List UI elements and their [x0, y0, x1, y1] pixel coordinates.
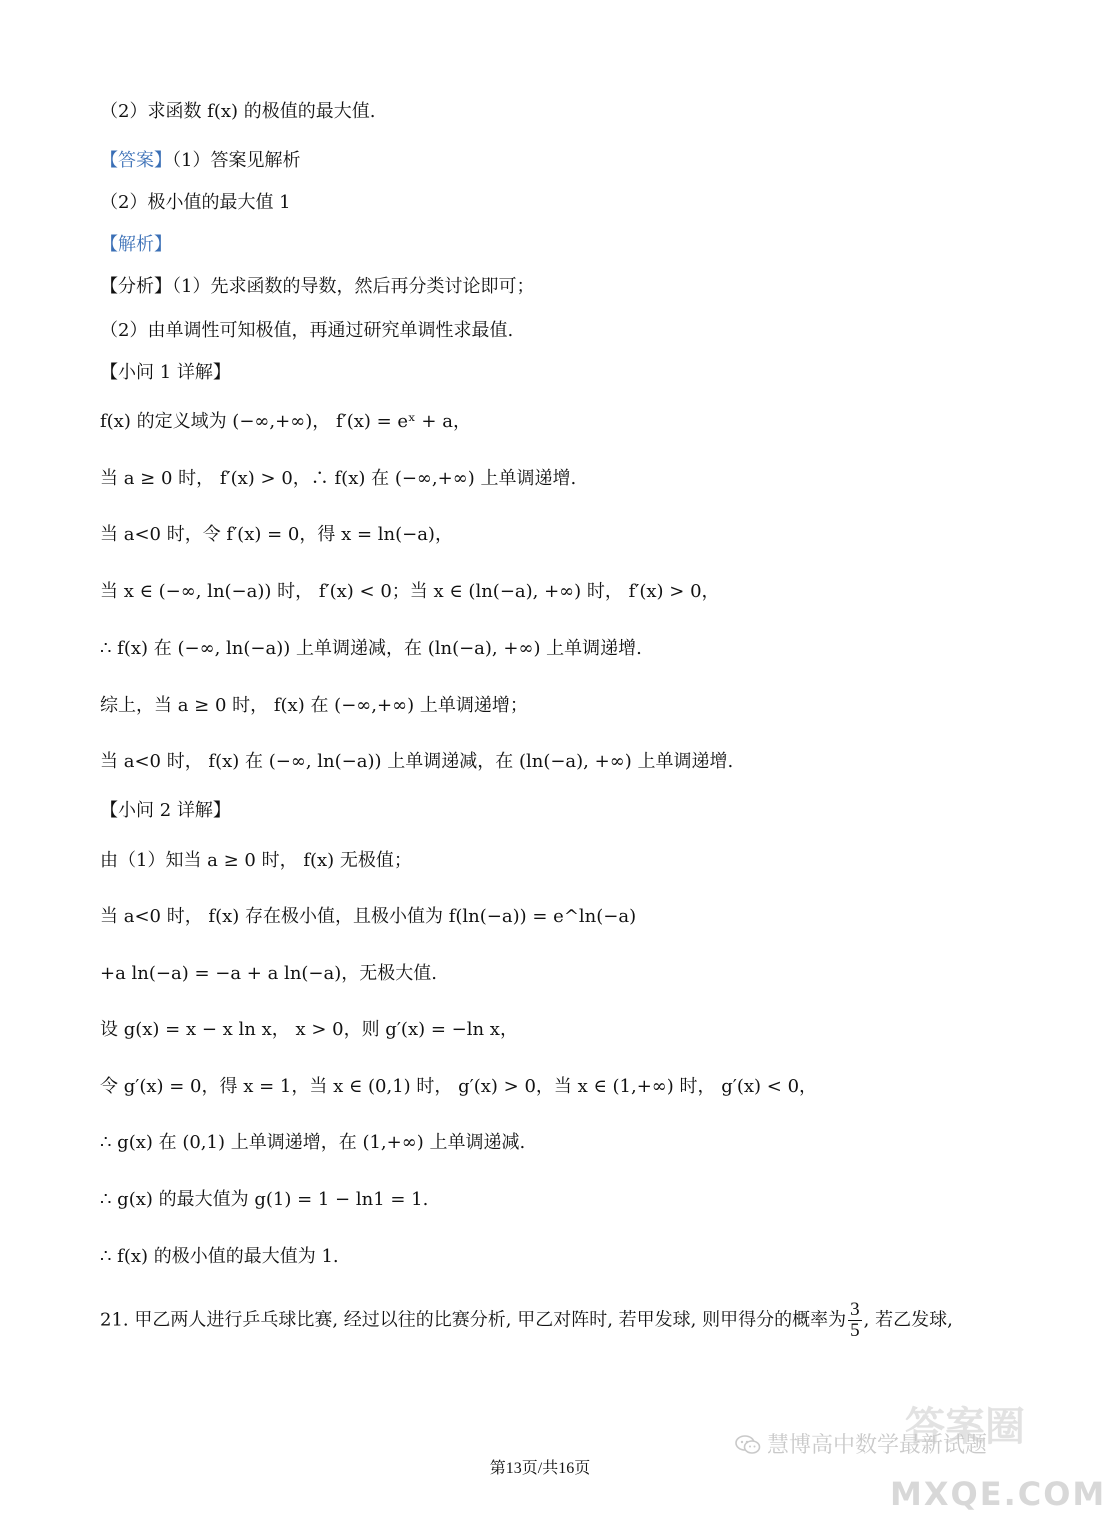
- step-line-2: 当 a ≥ 0 时， f′(x) > 0，∴ f(x) 在 (−∞,+∞) 上单调递增.: [100, 468, 577, 489]
- question-21: [100, 1300, 953, 1341]
- answer-line-1: [100, 149, 300, 173]
- answer-tag: 【答案】: [100, 150, 172, 171]
- answer-2: （2）极小值的最大值 1: [100, 192, 291, 213]
- step-line-15: ∴ f(x) 的极小值的最大值为 1.: [100, 1246, 339, 1267]
- wechat-icon: [735, 1435, 761, 1455]
- step-line-5: ∴ f(x) 在 (−∞, ln(−a)) 上单调递减，在 (ln(−a), +∞) 上单调递增.: [100, 638, 642, 659]
- step-line-11: 设 g(x) = x − x ln x， x > 0，则 g′(x) = −ln x，: [100, 1019, 518, 1040]
- analysis-tag: 【解析】: [100, 234, 172, 255]
- fenxi-tag: 【分析】: [100, 276, 172, 297]
- fenxi-1: （1）先求函数的导数，然后再分类讨论即可；: [172, 276, 535, 297]
- step-line-14: ∴ g(x) 的最大值为 g(1) = 1 − ln1 = 1.: [100, 1189, 429, 1210]
- watermark-logo: 答案圈: [905, 1404, 1025, 1450]
- question-2: （2）求函数 f(x) 的极值的最大值.: [100, 101, 376, 122]
- watermark-site: MXQE.COM: [890, 1475, 1106, 1513]
- step-line-10: +a ln(−a) = −a + a ln(−a)，无极大值.: [100, 963, 437, 984]
- fenxi-2: （2）由单调性可知极值，再通过研究单调性求最值.: [100, 320, 514, 341]
- sub1-title: 【小问 1 详解】: [100, 362, 231, 383]
- step-line-6: 综上，当 a ≥ 0 时， f(x) 在 (−∞,+∞) 上单调递增；: [100, 695, 528, 716]
- step-line-9: 当 a<0 时， f(x) 存在极小值，且极小值为 f(ln(−a)) = e^ln(−a): [100, 906, 637, 927]
- step-line-13: ∴ g(x) 在 (0,1) 上单调递增，在 (1,+∞) 上单调递减.: [100, 1132, 526, 1153]
- fraction-numerator: 3: [850, 1299, 860, 1320]
- probability-fraction: [848, 1300, 862, 1341]
- step-line-7: 当 a<0 时， f(x) 在 (−∞, ln(−a)) 上单调递减，在 (ln(−a), +∞) 上单调递增.: [100, 751, 734, 772]
- step-line-1: f(x) 的定义域为 (−∞,+∞)， f′(x) = eˣ + a，: [100, 411, 471, 432]
- sub2-title: 【小问 2 详解】: [100, 800, 231, 821]
- step-line-3: 当 a<0 时，令 f′(x) = 0，得 x = ln(−a)，: [100, 524, 453, 545]
- question-21-text-end: , 若乙发球,: [863, 1309, 953, 1331]
- step-line-4: 当 x ∈ (−∞, ln(−a)) 时， f′(x) < 0；当 x ∈ (ln(−a), +∞) 时， f′(x) > 0，: [100, 581, 720, 602]
- fraction-denominator: 5: [850, 1320, 860, 1341]
- page-number: 第13页/共16页: [489, 1460, 591, 1477]
- step-line-12: 令 g′(x) = 0，得 x = 1，当 x ∈ (0,1) 时， g′(x) > 0，当 x ∈ (1,+∞) 时， g′(x) < 0，: [100, 1076, 818, 1097]
- fenxi-line-1: [100, 275, 534, 299]
- watermark-account-name: 慧博高中数学最新试题: [767, 1433, 988, 1458]
- answer-1: （1）答案见解析: [172, 150, 301, 171]
- step-line-8: 由（1）知当 a ≥ 0 时， f(x) 无极值；: [100, 850, 412, 871]
- question-21-text: 21. 甲乙两人进行乒乓球比赛, 经过以往的比赛分析, 甲乙对阵时, 若甲发球, 则甲得分的概率为: [100, 1309, 847, 1331]
